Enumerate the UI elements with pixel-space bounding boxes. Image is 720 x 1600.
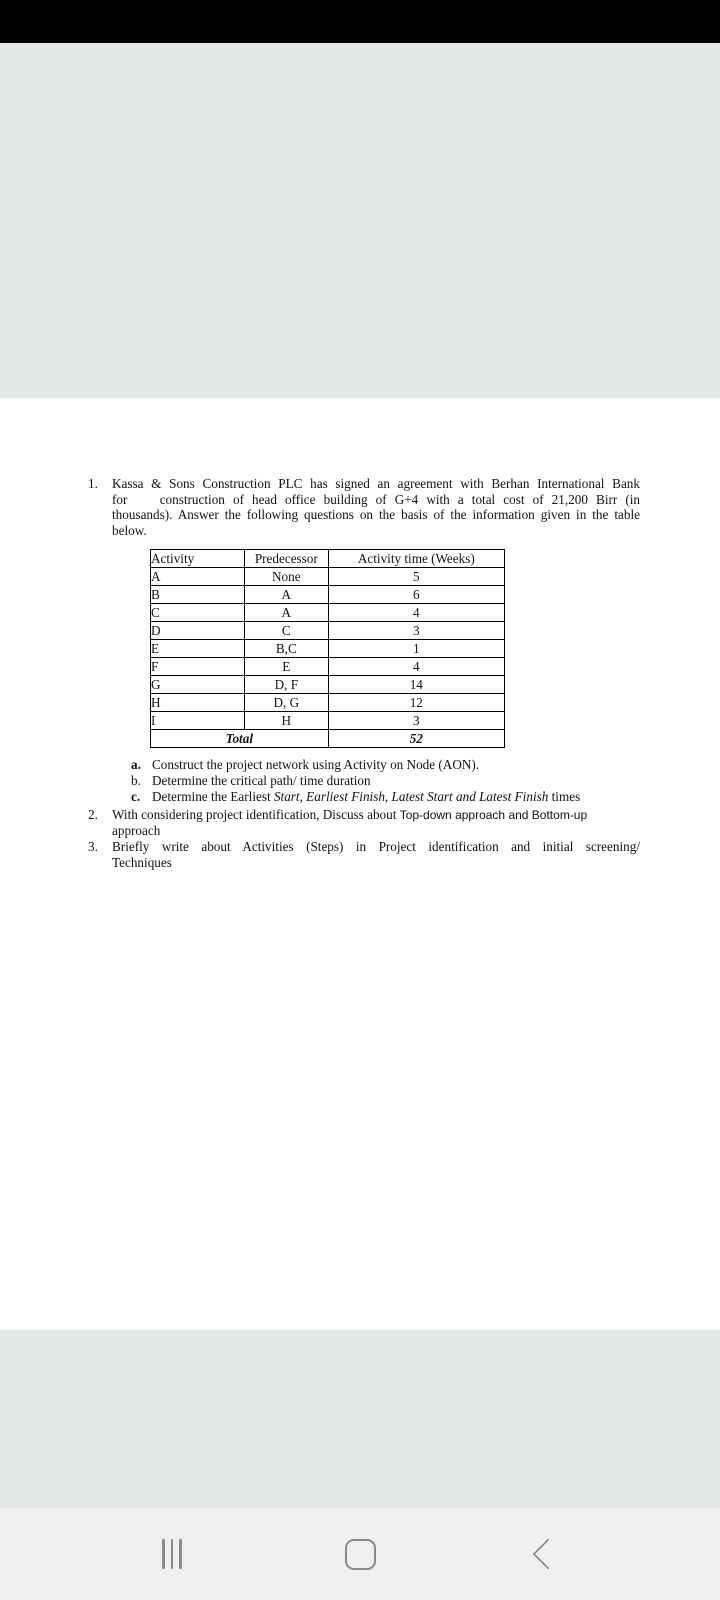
question-3 bbox=[88, 839, 640, 870]
cell-predecessor: C bbox=[245, 622, 329, 640]
recents-button[interactable] bbox=[92, 1508, 252, 1600]
home-icon bbox=[345, 1539, 376, 1570]
cell-predecessor: None bbox=[245, 568, 329, 586]
header-activity: Activity bbox=[151, 550, 245, 568]
table-header-row bbox=[151, 550, 505, 568]
document-content bbox=[88, 476, 640, 870]
cell-predecessor: D, F bbox=[245, 676, 329, 694]
question-2-text-before: With considering project identification, Discuss about bbox=[112, 806, 400, 822]
cell-activity-time: 5 bbox=[328, 568, 504, 586]
cell-activity: F bbox=[151, 658, 245, 676]
question-1 bbox=[88, 476, 640, 538]
question-2-marker: 2. bbox=[88, 806, 98, 822]
cell-predecessor: A bbox=[245, 604, 329, 622]
question-1-line-1: Kassa & Sons Construction PLC has signed an agreement with Berhan International Bank bbox=[112, 476, 640, 491]
back-button[interactable] bbox=[468, 1508, 628, 1600]
sub-item-c-text-after: times bbox=[548, 788, 581, 804]
cell-predecessor: E bbox=[245, 658, 329, 676]
sub-item-b-marker: b. bbox=[131, 773, 141, 789]
header-predecessor: Predecessor bbox=[245, 550, 329, 568]
cell-activity: D bbox=[151, 622, 245, 640]
total-label: Total bbox=[151, 730, 329, 748]
cell-activity-time: 4 bbox=[328, 604, 504, 622]
question-3-line-2: Techniques bbox=[112, 854, 172, 870]
header-activity-time: Activity time (Weeks) bbox=[328, 550, 504, 568]
cell-activity: B bbox=[151, 586, 245, 604]
total-value: 52 bbox=[328, 730, 504, 748]
question-3-line-1: Briefly write about Activities (Steps) in Project identification and initial screening/ bbox=[112, 838, 640, 854]
android-navigation-bar bbox=[0, 1508, 720, 1600]
table-total-row bbox=[151, 730, 505, 748]
cell-activity: H bbox=[151, 694, 245, 712]
table-row bbox=[151, 622, 505, 640]
cell-predecessor: A bbox=[245, 586, 329, 604]
table-row bbox=[151, 676, 505, 694]
cell-activity: C bbox=[151, 604, 245, 622]
activity-table-body bbox=[151, 550, 505, 748]
table-row bbox=[151, 640, 505, 658]
sub-item-c bbox=[131, 789, 640, 805]
sub-item-c-marker: c. bbox=[131, 788, 141, 804]
question-1-sub-list bbox=[88, 757, 640, 804]
cell-activity-time: 4 bbox=[328, 658, 504, 676]
table-row bbox=[151, 658, 505, 676]
question-3-marker: 3. bbox=[88, 838, 98, 854]
sub-item-a bbox=[131, 757, 640, 773]
cell-predecessor: H bbox=[245, 712, 329, 730]
recents-icon bbox=[162, 1539, 182, 1569]
cell-activity: E bbox=[151, 640, 245, 658]
cell-activity: A bbox=[151, 568, 245, 586]
table-row bbox=[151, 604, 505, 622]
question-2-line-1 bbox=[112, 807, 640, 824]
cell-activity-time: 6 bbox=[328, 586, 504, 604]
cell-predecessor: B,C bbox=[245, 640, 329, 658]
question-1-marker: 1. bbox=[88, 476, 98, 491]
activity-table bbox=[150, 549, 505, 748]
cell-activity: G bbox=[151, 676, 245, 694]
question-1-line-2-b: construction of head office building of G+4 with a total cost of 21,200 Birr (in bbox=[159, 491, 640, 507]
cell-activity-time: 12 bbox=[328, 694, 504, 712]
cell-activity: I bbox=[151, 712, 245, 730]
activity-table-container bbox=[150, 549, 640, 748]
status-bar bbox=[0, 0, 720, 43]
document-viewer[interactable] bbox=[0, 43, 720, 1508]
sub-item-c-text-italic: Start, Earliest Finish, Latest Start and Latest Finish bbox=[273, 788, 549, 804]
document-page bbox=[0, 398, 720, 1330]
table-row bbox=[151, 712, 505, 730]
sub-item-b-text: Determine the critical path/ time duration bbox=[152, 773, 371, 789]
cell-activity-time: 3 bbox=[328, 622, 504, 640]
question-1-line-4: below. bbox=[112, 522, 147, 538]
sub-item-a-marker: a. bbox=[131, 757, 141, 773]
cell-activity-time: 14 bbox=[328, 676, 504, 694]
table-row bbox=[151, 694, 505, 712]
sub-item-c-text-before: Determine the Earliest bbox=[152, 788, 274, 804]
question-2 bbox=[88, 807, 640, 839]
sub-item-a-text: Construct the project network using Activity on Node (AON). bbox=[152, 757, 480, 773]
sub-item-b bbox=[131, 773, 640, 789]
question-1-line-2 bbox=[112, 492, 640, 508]
table-row bbox=[151, 586, 505, 604]
cell-activity-time: 1 bbox=[328, 640, 504, 658]
question-1-line-3: thousands). Answer the following questions on the basis of the information given in the table bbox=[112, 507, 640, 523]
question-1-line-2-a: for bbox=[112, 491, 128, 507]
cell-predecessor: D, G bbox=[245, 694, 329, 712]
question-2-text-sans: Top-down approach and Bottom-up bbox=[399, 807, 588, 822]
cell-activity-time: 3 bbox=[328, 712, 504, 730]
question-2-line-2: approach bbox=[112, 823, 161, 839]
table-row bbox=[151, 568, 505, 586]
home-button[interactable] bbox=[280, 1508, 440, 1600]
back-chevron-icon bbox=[532, 1538, 563, 1569]
